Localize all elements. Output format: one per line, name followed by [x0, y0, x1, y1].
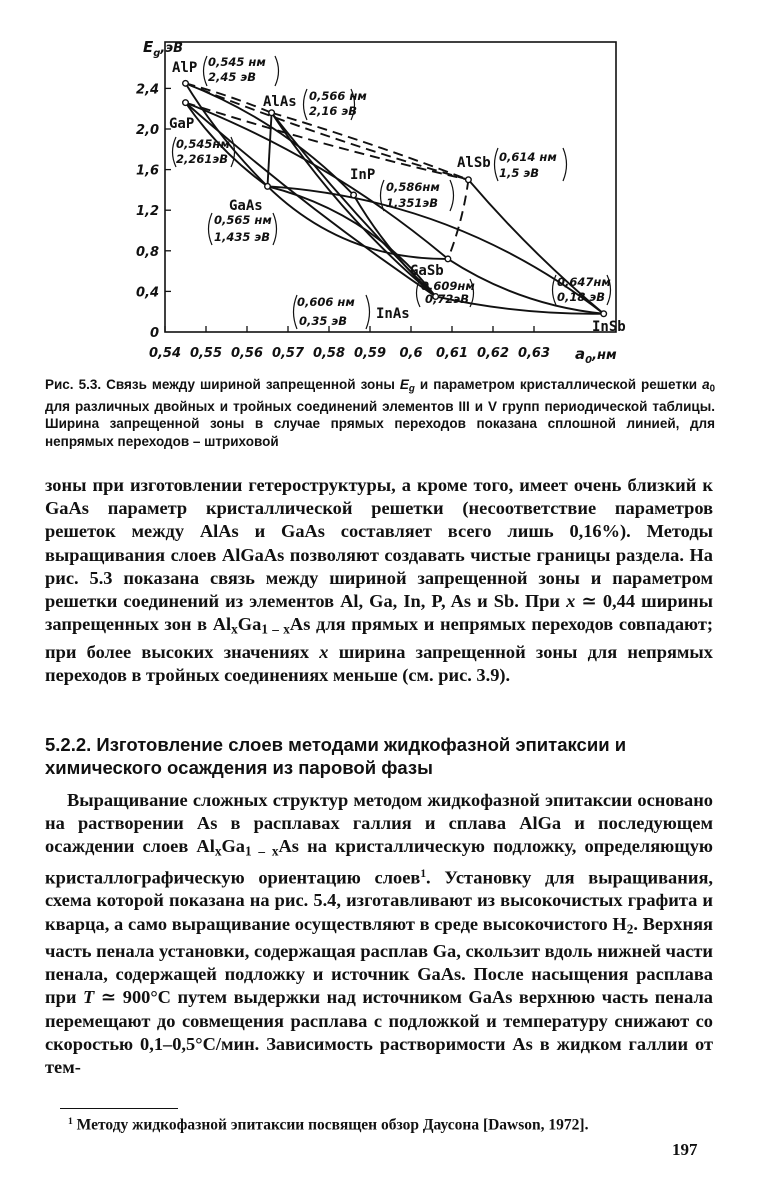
left-paren	[495, 148, 499, 181]
bandgap-value-inas: 0,35 эВ	[299, 314, 347, 328]
x-axis-label: $a_0,нм$	[575, 345, 617, 366]
bandgap-value-alp: 2,45 эВ	[208, 70, 256, 84]
x-tick-label: 0,63	[517, 346, 551, 361]
x-tick-label: 0,61	[435, 346, 469, 361]
curve-alsb-gasb	[448, 180, 469, 259]
compound-label-insb: InSb	[592, 319, 626, 335]
right-paren	[275, 56, 279, 86]
bandgap-value-gap: 2,261эВ	[176, 152, 228, 166]
compound-label-inas: InAs	[376, 306, 410, 322]
compound-label-inp: InP	[350, 167, 376, 183]
lattice-value-alp: 0,545 нм	[208, 55, 266, 69]
bandgap-value-inp: 1,351эВ	[386, 196, 438, 210]
y-tick-label: 1,2	[135, 204, 159, 220]
x-tick-label: 0,6	[399, 346, 423, 361]
x-tick-label: 0,55	[189, 346, 223, 361]
x-tick-label: 0,54	[148, 346, 182, 361]
compound-label-alsb: AlSb	[457, 155, 491, 171]
compound-label-gasb: GaSb	[410, 263, 444, 279]
compound-label-gap: GaP	[169, 116, 195, 132]
y-tick-label: 1,6	[135, 163, 159, 179]
bandgap-value-insb: 0,18 эВ	[557, 290, 605, 304]
lattice-value-inas: 0,606 нм	[297, 295, 355, 309]
left-paren	[209, 213, 213, 245]
figure-caption: Рис. 5.3. Связь между шириной запрещенной зоны $E_g$ и параметром кристаллической решетки $a_0$ для различных двойных и тройных соединений элементов III и V групп периодической таблицы. Ширина запрещенной зоны в случае прямых переходов показана сплошной линией, для непрямых переходов – штриховой	[45, 377, 715, 449]
bandgap-lattice-chart	[0, 0, 764, 370]
body-paragraph-1: зоны при изготовлении гетероструктуры, а кроме того, имеет очень близкий к GaAs параметр кристаллической решетки (несоответствие параметров решеток между AlAs и GaAs составляет всего лишь 0,16%). Методы выращивания слоев AlGaAs позволяют создавать чистые границы раздела. На рис. 5.3 показана связь между шириной запрещенной зоны и параметром решетки соединений из элементов Al, Ga, In, P, As и Sb. При x ≃ 0,44 ширины запрещенных зон в $Al_xGa_{1 - x}As$ для прямых и непрямых переходов совпадают; при более высоких значениях x ширина запрещенной зоны для непрямых переходов в тройных соединениях меньше (см. рис. 3.9).	[45, 475, 713, 685]
footnote-ref: 1	[420, 867, 427, 880]
lattice-value-gaas: 0,565 нм	[214, 213, 272, 227]
curve-alp-gaas	[186, 83, 268, 186]
compound-label-alas: AlAs	[263, 94, 297, 110]
footnote-divider	[60, 1108, 178, 1109]
y-tick-label: 2,4	[135, 82, 159, 98]
right-paren	[273, 213, 277, 245]
bandgap-value-gaas: 1,435 эВ	[214, 230, 270, 244]
data-point-gaas	[265, 184, 271, 190]
data-point-alas	[269, 110, 275, 116]
right-paren	[366, 295, 370, 329]
compound-label-gaas: GaAs	[229, 198, 263, 214]
left-paren	[204, 56, 208, 86]
y-tick-label: 2,0	[135, 123, 159, 138]
compound-label-alp: AlP	[172, 60, 198, 76]
data-point-inp	[351, 192, 357, 198]
lattice-value-alas: 0,566 нм	[309, 89, 367, 103]
x-tick-label: 0,56	[230, 346, 264, 361]
x-tick-label: 0,57	[271, 346, 305, 361]
data-point-gasb	[445, 256, 451, 262]
right-paren	[563, 148, 567, 181]
left-paren	[304, 89, 308, 120]
y-tick-label: 0,8	[135, 244, 159, 260]
x-tick-label: 0,59	[353, 346, 387, 361]
data-point-gap	[183, 100, 189, 106]
lattice-value-gasb: 0,609нм	[421, 279, 475, 293]
x-tick-label: 0,58	[312, 346, 346, 361]
section-heading: 5.2.2. Изготовление слоев методами жидкофазной эпитаксии и химического осаждения из паровой фазы	[45, 734, 627, 778]
data-point-alsb	[466, 177, 472, 183]
footnote: $^1$ Методу жидкофазной эпитаксии посвящен обзор Даусона [Dawson, 1972].	[68, 1116, 589, 1134]
x-tick-label: 0,62	[476, 346, 510, 361]
page-number: 197	[672, 1140, 698, 1159]
y-tick-label: 0,4	[135, 285, 159, 301]
lattice-value-insb: 0,647нм	[557, 275, 611, 289]
bandgap-value-alsb: 1,5 эВ	[499, 166, 539, 180]
data-point-alp	[183, 81, 189, 87]
y-tick-label: 0	[149, 326, 159, 341]
lattice-value-inp: 0,586нм	[386, 180, 440, 194]
bandgap-value-alas: 2,16 эВ	[309, 104, 357, 118]
y-axis-label: $E_g,эВ$	[143, 38, 183, 59]
chart-labels	[169, 55, 626, 335]
lattice-value-alsb: 0,614 нм	[499, 150, 557, 164]
bandgap-value-gasb: 0,72эВ	[425, 292, 469, 306]
data-point-insb	[601, 311, 607, 317]
lattice-value-gap: 0,545нм	[176, 137, 230, 151]
body-paragraph-2: Выращивание сложных структур методом жидкофазной эпитаксии основано на растворении As в расплавах галлия и сплава AlGa и последующем осаждении слоев $Al_xGa_{1 - x}As$ на кристаллическую подложку, определяющую кристаллографическую ориентацию слоев$^1$. Установку для выращивания, схема которой показана на рис. 5.4, изготавливают из высокочистых графита и кварца, а само выращивание осуществляют в среде высокочистого $H_2$. Верхняя часть пенала установки, содержащая расплав Ga, скользит вдоль нижней части пенала, содержащей подложку и источник GaAs. После насыщения расплава при T ≃ 900°C путем выдержки над источником GaAs верхнюю часть пенала перемещают до совмещения расплава с подложкой и температуру снижают со скоростью 0,1–0,5°C/мин. Зависимость растворимости As в жидком галлии от тем-	[45, 790, 713, 1078]
right-paren	[450, 180, 454, 211]
